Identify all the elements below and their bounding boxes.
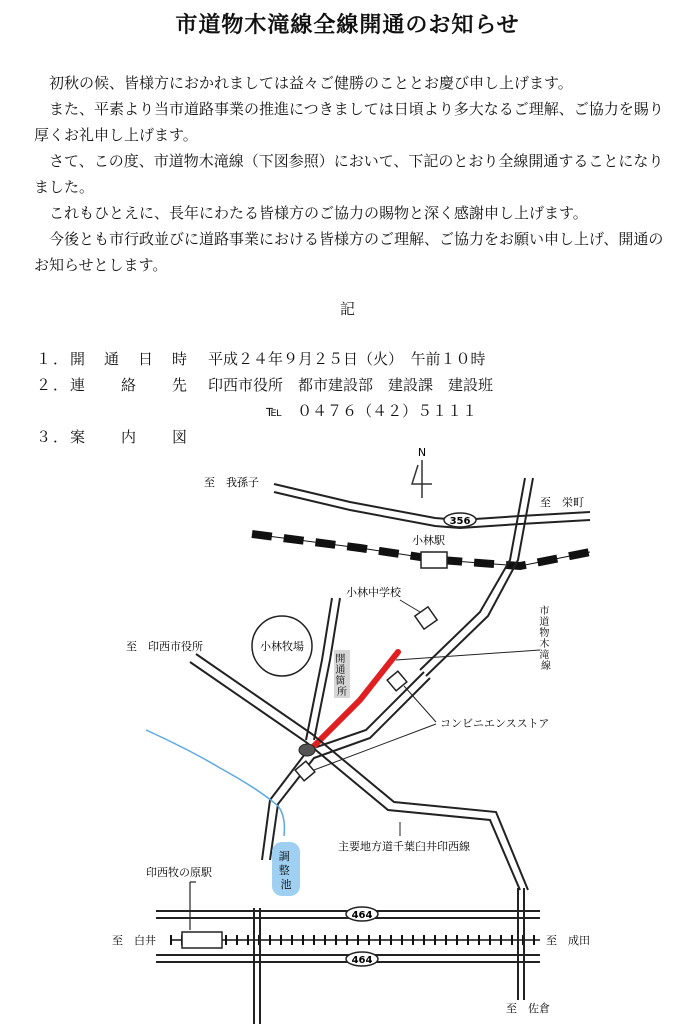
label-kobayashi-jhs: 小林中学校: [346, 586, 401, 599]
page-title: 市道物木滝線全線開通のお知らせ: [175, 13, 520, 38]
paragraph: 今後とも市行政並びに道路事業における皆様方のご理解、ご協力をお願い申し上げ、開通のお知らせとします。: [34, 230, 664, 274]
route-464-bottom-badge: [346, 952, 378, 966]
notice-items: [36, 346, 676, 450]
river-line: [146, 730, 284, 836]
route-356-badge: [444, 513, 476, 527]
route-464-top-label: 464: [351, 910, 373, 921]
intersection-marker: [299, 744, 315, 756]
item-value: 印西市役所 都市建設部 建設課 建設班: [208, 376, 494, 394]
school-icon: [415, 607, 437, 629]
item-contact: [36, 372, 676, 398]
item-opening-datetime: [36, 346, 676, 372]
label-to-usui: 至 白井: [112, 934, 156, 947]
guide-map-svg: [100, 440, 695, 1024]
guide-map: [100, 440, 695, 1024]
label-makinohara-station: 印西牧の原駅: [146, 866, 212, 879]
notice-body: [34, 70, 674, 278]
label-to-narita: 至 成田: [546, 934, 590, 947]
route-464-top-badge: [346, 907, 378, 921]
opened-section-label: [334, 650, 350, 698]
pond-text: 調 整 池: [278, 850, 292, 891]
paragraph: さて、この度、市道物木滝線（下図参照）において、下記のとおり全線開通することになりました。: [34, 152, 664, 196]
label-to-city-hall: 至 印西市役所: [126, 640, 203, 653]
label-kobayashi-station: 小林駅: [412, 534, 445, 547]
item-label: １．開 通 日 時: [36, 350, 190, 368]
item-value: 平成２４年９月２５日（火） 午前１０時: [208, 350, 486, 368]
label-to-sakura: 至 佐倉: [506, 1002, 550, 1015]
route-464-bottom-label: 464: [351, 955, 373, 966]
item-label: ３．案 内 図: [36, 428, 190, 446]
label-prefectural-road: 主要地方道千葉臼井印西線: [338, 840, 470, 853]
north-label: N: [417, 446, 427, 459]
phone-number: ℡ ０４７６（４２）５１１１: [266, 402, 478, 420]
item-phone: [36, 398, 676, 424]
route-356-label: 356: [449, 516, 471, 527]
opened-section-text: 開 通 箇 所: [335, 654, 347, 698]
north-arrow-icon: [412, 446, 432, 498]
paragraph: また、平素より当市道路事業の推進につきましては日頃より多大なるご理解、ご協力を賜り厚くお礼申し上げます。: [34, 100, 664, 144]
ki-heading: 記: [339, 300, 355, 318]
kobayashi-station-icon: [421, 552, 447, 568]
convenience-store-icon: [387, 671, 407, 691]
label-convenience-store: コンビニエンスストア: [440, 717, 550, 730]
paragraph: これもひとえに、長年にわたる皆様方のご協力の賜物と深く感謝申し上げます。: [49, 204, 588, 222]
label-to-sakaemachi: 至 栄町: [540, 496, 584, 509]
item-label: ２．連 絡 先: [36, 376, 190, 394]
makinohara-station-icon: [182, 932, 222, 948]
label-kobayashi-farm: 小林牧場: [260, 640, 304, 653]
label-to-abiko: 至 我孫子: [204, 476, 259, 489]
paragraph: 初秋の候、皆様方におかれましては益々ご健勝のこととお慶び申し上げます。: [49, 74, 573, 92]
route-name-text: 市 道 物 木 滝 線: [539, 606, 551, 672]
